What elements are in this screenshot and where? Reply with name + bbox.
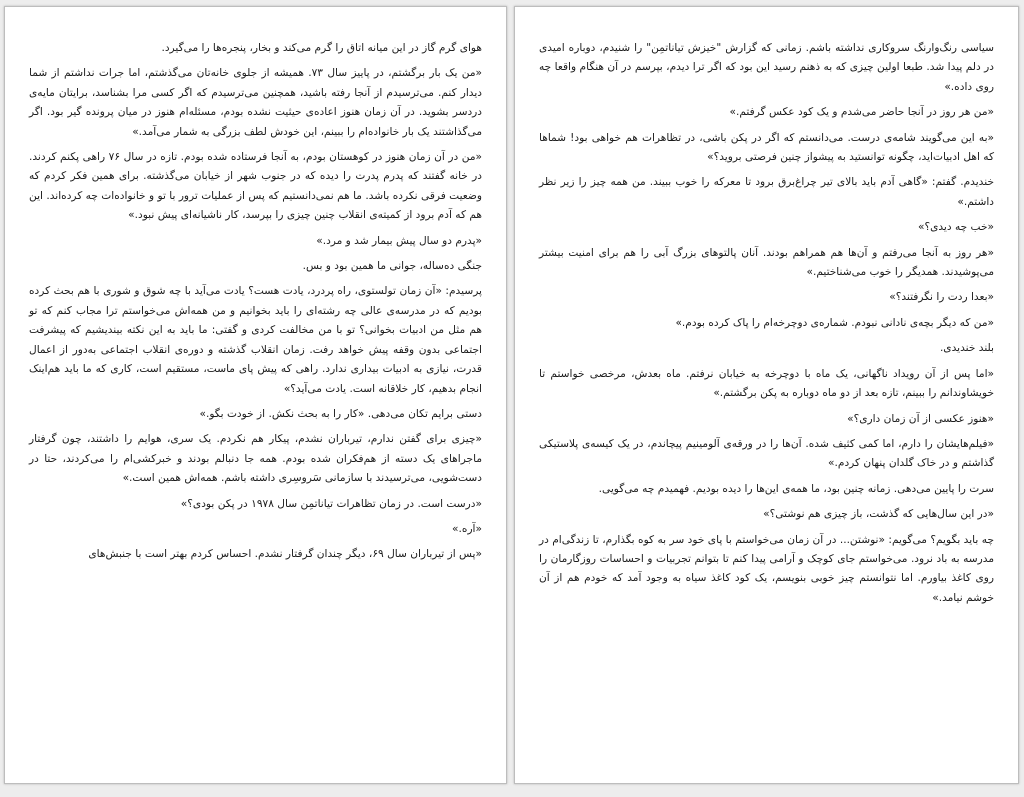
paragraph: «به این می‌گویند شامه‌ی درست. می‌دانستم که اگر در پکن باشی، در تظاهرات هم خواهی بود! شماها که اهل ادبیات‌اید، چگونه توانستید به پیشواز چنین فرصتی بروید؟» <box>539 131 994 164</box>
paragraph: «اما پس از آن رویداد ناگهانی، یک ماه با دوچرخه به خیابان نرفتم. ماه بعدش، مرخصی خواستم تا خویشاوندانم را ببینم، تازه بعد از دو ماه دوباره به پکن برگشتم.» <box>539 367 994 400</box>
paragraph: «پس از تیرباران سال ۶۹، دیگر چندان گرفتار نشدم. احساس کردم بهتر است با جنبش‌های <box>88 548 482 561</box>
paragraph: «چیزی برای گفتن ندارم، تیرباران نشدم، پیکار هم نکردم. یک سری، هوایم را داشتند، چون گرفتار ماجراهای یک دسته از هم‌فکران شده بودم. همه جا دنبالم بودند و خبرکشی‌ام را می‌کردند، حتا در دست‌شویی، می‌ترسیدند با سازمانی سَروسِری داشته باشم. همه‌اش همین است.» <box>29 433 482 485</box>
right-page-text <box>539 39 994 614</box>
paragraph: «در این سال‌هایی که گذشت، باز چیزی هم نوشتی؟» <box>763 508 994 521</box>
left-page-text <box>29 39 482 571</box>
paragraph: دستی برایم تکان می‌دهی. «کار را به بحث نکش. از خودت بگو.» <box>199 407 482 420</box>
paragraph: سرت را پایین می‌دهی. زمانه چنین بود، ما همه‌ی این‌ها را دیده بودیم. فهمیدم چه می‌گویی. <box>598 482 994 495</box>
paragraph: «من که دیگر بچه‌ی نادانی نبودم. شماره‌ی دوچرخه‌ام را پاک کرده بودم.» <box>675 316 994 329</box>
paragraph: «فیلم‌هایشان را دارم، اما کمی کثیف شده. آن‌ها را در ورقه‌ی آلومینیم پیچاندم، در یک کیسه‌ی پلاستیکی گذاشتم و در خاک گلدان پنهان کردم.» <box>539 437 994 470</box>
paragraph: «آره.» <box>452 522 482 535</box>
paragraph: «هنوز عکسی از آن زمان داری؟» <box>847 412 994 425</box>
paragraph: «خب چه دیدی؟» <box>917 221 994 234</box>
paragraph: هوای گرم گاز در این میانه اتاق را گرم می‌کند و بخار، پنجره‌ها را می‌گیرد. <box>161 42 482 54</box>
paragraph: چه باید بگویم؟ می‌گویم: «نوشتن... در آن زمان می‌خواستم با پای خود سر به کوه بگذارم، تا زندگی‌ام در مدرسه به باد نرود. می‌خواستم جای کوچک و آرامی پیدا کنم تا بتوانم تجربیات و احساسات روزگارمان را روی کاغذ بیاورم. اما نتوانستم چیز خوبی بنویسم، یک کود کاغذ سیاه به وجود آمد که خودم هم از آن خوشم نیامد.» <box>539 533 994 604</box>
paragraph: سیاسی رنگ‌وارنگ سروکاری نداشته باشم. زمانی که گزارش "خیزش تیاناتمِن" را شنیدم، دوباره امیدی در دلم پیدا شد. طبعا اولین چیزی که به ذهنم رسید این بود که اگر ترا دیدم، بپرسم در آن هنگام واقعا چه روی داده.» <box>539 42 994 93</box>
paragraph: «هر روز به آنجا می‌رفتم و آن‌ها هم همراهم بودند. آنان پالتوهای بزرگ آبی را هم برای امنیت بیشتر می‌پوشیدند. همدیگر را خوب می‌شناختیم.» <box>539 246 994 279</box>
right-page <box>514 6 1019 784</box>
paragraph: «پدرم دو سال پیش بیمار شد و مرد.» <box>316 234 482 247</box>
paragraph: «من یک بار برگشتم، در پاییز سال ۷۳. همیشه از جلوی خانه‌تان می‌گذشتم، اما جرات نداشتم از شما دیدار کنم. می‌ترسیدم از آنجا رفته باشید، همچنین می‌ترسیدم که اگر کسی مرا بشناسد، برایتان مایه‌ی دردسر بشوید. در آن زمان هنوز اعاده‌ی حیثیت نشده بودم، مسئله‌ام هنوز در میان پرونده گیر بود. اگر می‌گذاشتند یک بار خانواده‌ام را ببینم، این خودش لطف بزرگی به شمار می‌آمد.» <box>29 67 482 138</box>
paragraph: بلند خندیدی. <box>939 342 994 355</box>
left-page <box>4 6 507 784</box>
paragraph: «درست است. در زمان تظاهرات تیاناتمِن سال ۱۹۷۸ در پکن بودی؟» <box>180 497 482 510</box>
paragraph: «بعدا ردت را نگرفتند؟» <box>889 291 994 304</box>
paragraph: پرسیدم: «آن زمان تولستوی، راه پردرد، یادت هست؟ یادت می‌آید با چه شوق و شوری با هم بحث کرده بودیم که در مدرسه‌ی عالی چه رشته‌ای را باید بخوانیم و من همه‌اش می‌خواستم ترا مجاب کنم که تو هم مثل من ادبیات بخوانی؟ تو با من مخالفت کردی و گفتی: ما باید به این نکته بیندیشیم که پیشرفت اجتماعی بدون وقفه پیش خواهد رفت. زمان انقلاب گذشته و دوره‌ی انقلاب اجتماعی به‌دور از اعمال قدرت، نیازی به ادبیات بیداری ندارد. راهی که پیش پای ماست، مستقیم است، کاری که ما باید هم‌اینک انجام بدهیم، کار خلاقانه است. یادت می‌آید؟» <box>29 285 482 395</box>
paragraph: «من در آن زمان هنوز در کوهستان بودم، به آنجا فرستاده شده بودم. تازه در سال ۷۶ راهی پکنم کردند. در خانه گفتند که پدرم پدرت را دیده که در جنوب شهر از خیابان می‌گذشته. برای همین فکر کردم که وضعیت فرقی نکرده باشد. ما هم نمی‌دانستیم که پس از عملیات ترور با تو و خانواده‌ات چه کرده‌اند. این هم که آدم برود از کمیته‌ی انقلاب چنین چیزی را بپرسد، کار ناشیانه‌ای پیش نبود.» <box>29 151 482 222</box>
paragraph: جنگی ده‌ساله، جوانی ما همین بود و بس. <box>302 260 482 273</box>
paragraph: خندیدم. گفتم: «گاهی آدم باید بالای تیر چراغ‌برق برود تا معرکه را خوب ببیند. من همه چیز را زیر نظر داشتم.» <box>539 176 994 208</box>
paragraph: «من هر روز در آنجا حاضر می‌شدم و یک کود عکس گرفتم.» <box>729 106 994 119</box>
